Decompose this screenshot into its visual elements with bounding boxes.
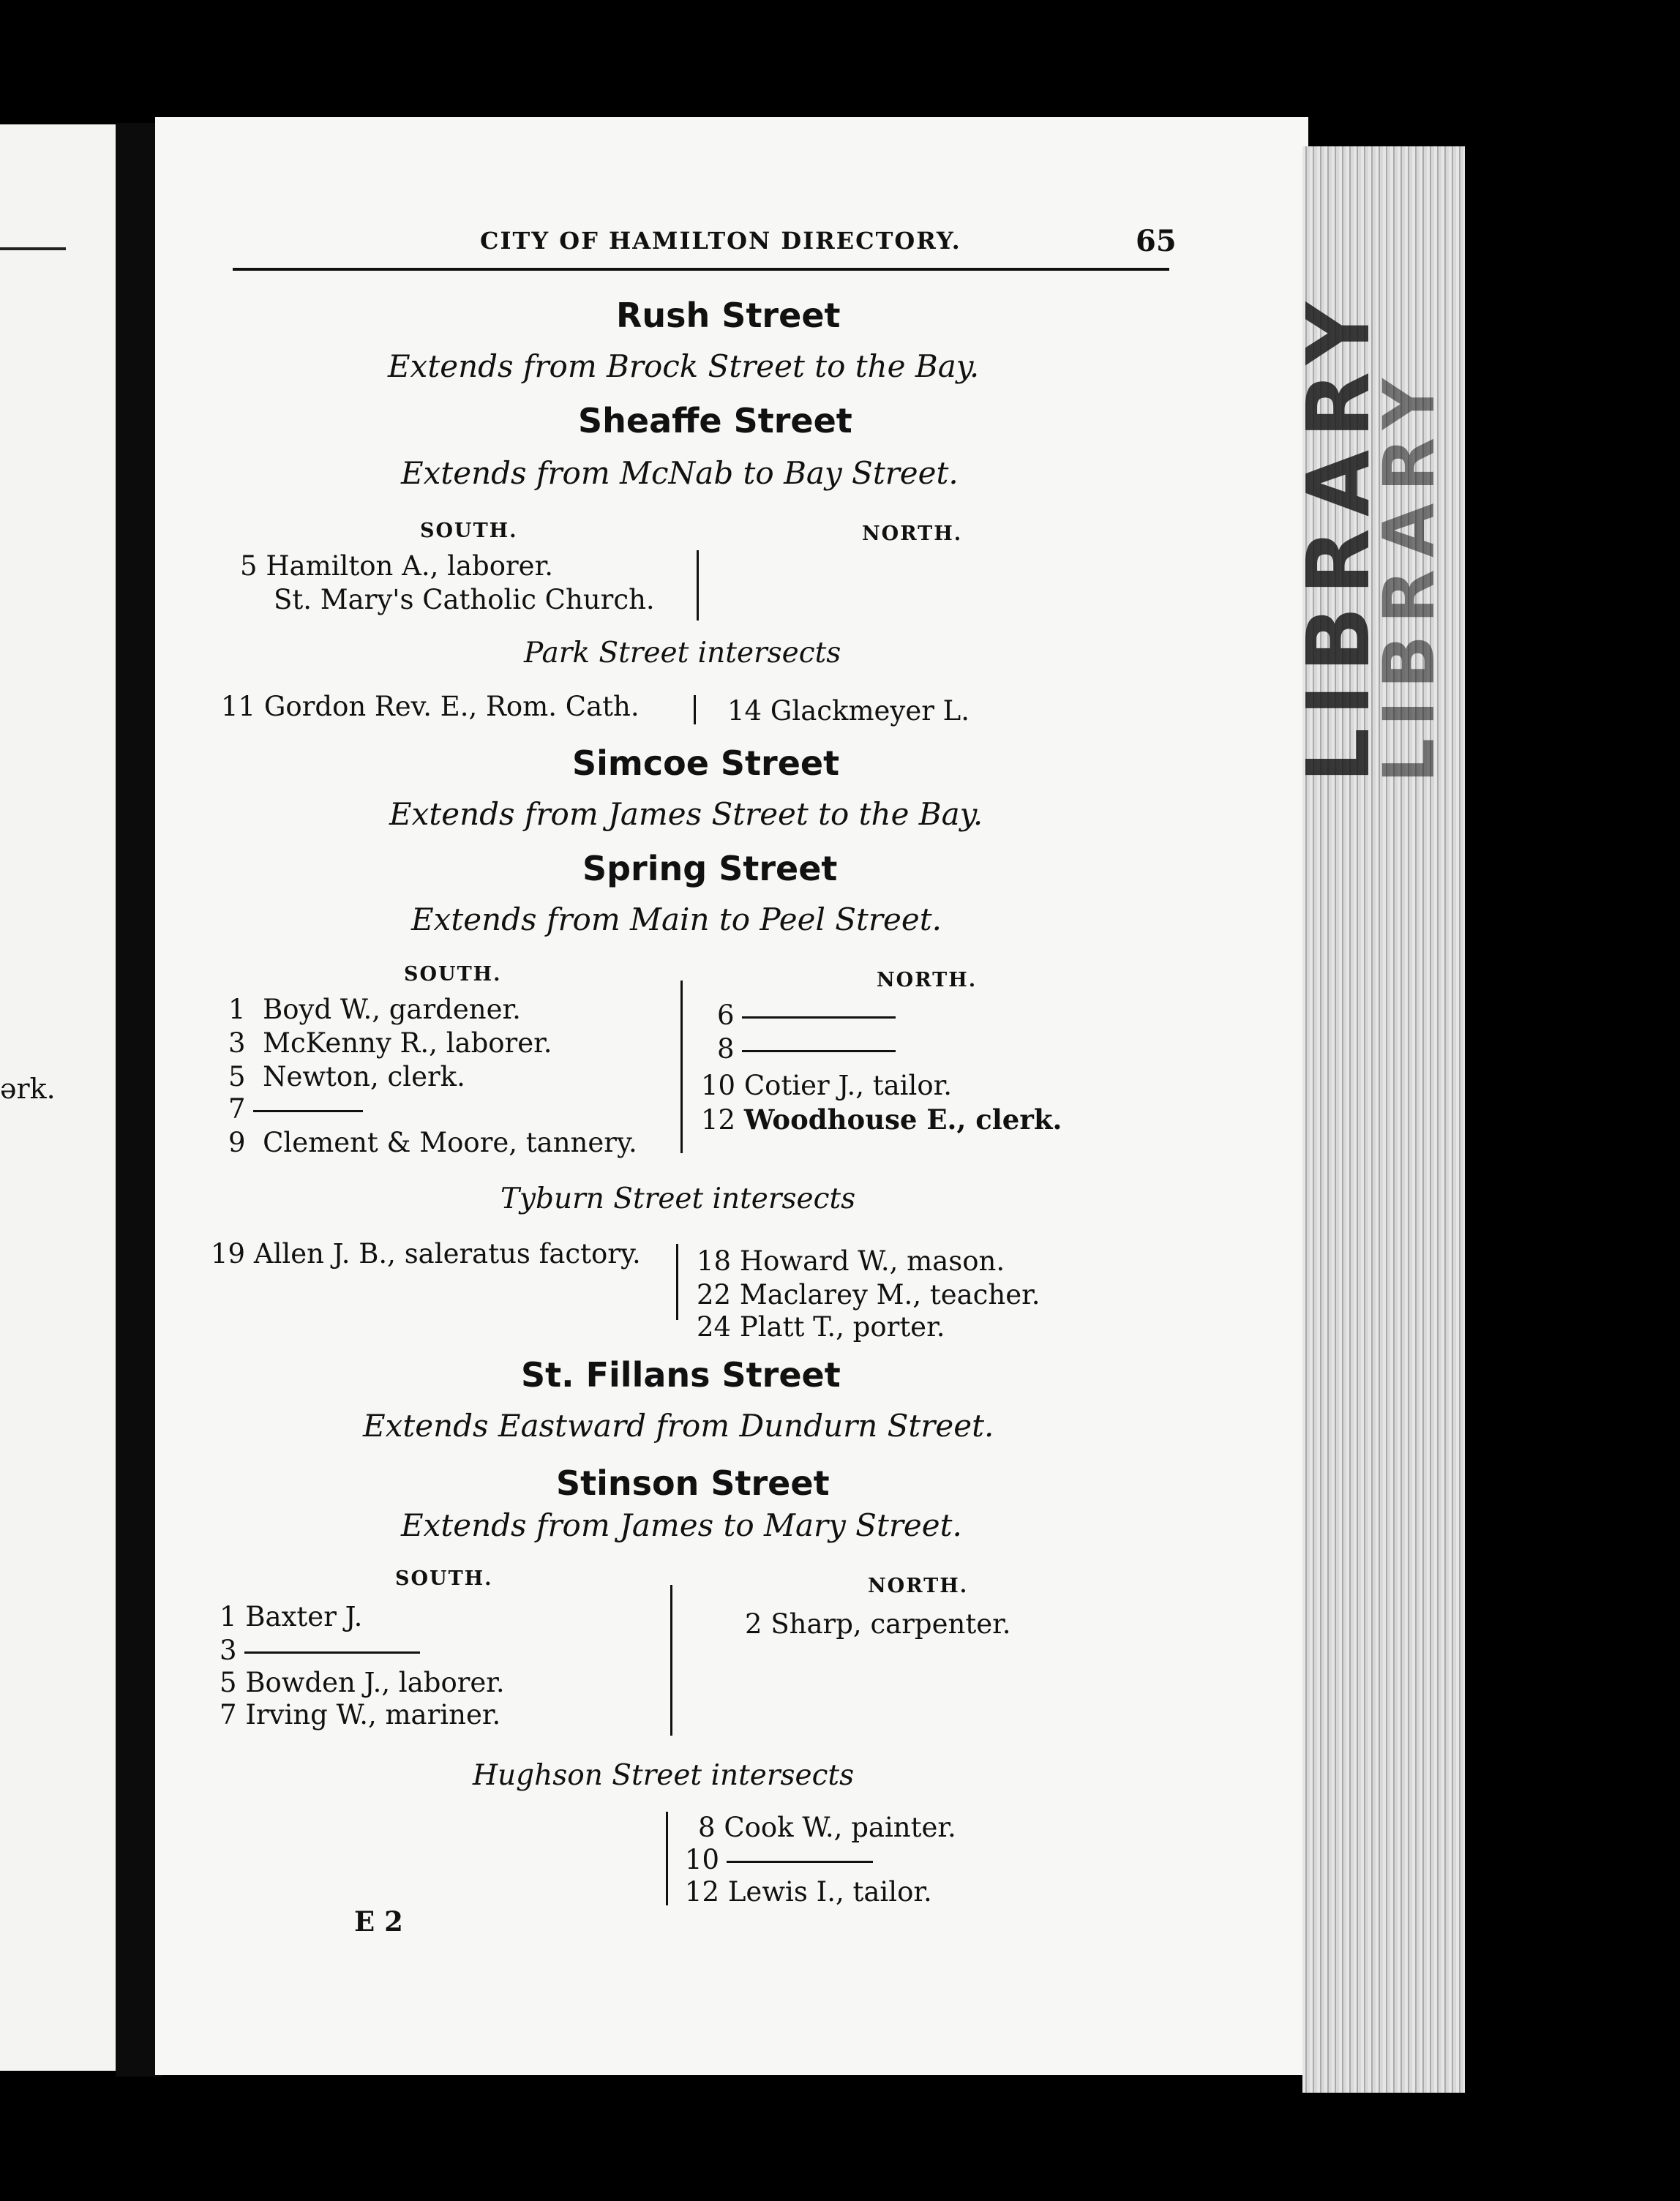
listing-entry: 22 Maclarey M., teacher.	[697, 1279, 1040, 1311]
street-name-st-fillans: St. Fillans Street	[521, 1355, 841, 1395]
listing-entry: 12 Lewis I., tailor.	[685, 1876, 932, 1908]
listing-entry-vacant: 6	[717, 1000, 896, 1031]
street-extent-stinson: Extends from James to Mary Street.	[401, 1507, 962, 1543]
column-divider	[697, 550, 699, 620]
library-stamp: LIBRARY	[1288, 290, 1389, 783]
street-name-spring: Spring Street	[582, 849, 838, 888]
listing-entry: 5 Bowden J., laborer.	[220, 1667, 505, 1698]
street-extent-st-fillans: Extends Eastward from Dundurn Street.	[363, 1408, 994, 1444]
north-label: NORTH.	[877, 969, 978, 991]
street-extent-rush: Extends from Brock Street to the Bay.	[388, 348, 980, 384]
listing-entry-vacant: 10	[685, 1844, 873, 1875]
listing-entry: 11 Gordon Rev. E., Rom. Cath.	[221, 691, 640, 722]
signature-mark: E 2	[354, 1905, 403, 1938]
intersection-note: Park Street intersects	[524, 637, 841, 670]
listing-entry: 12 Woodhouse E., clerk.	[701, 1103, 1062, 1136]
street-name-sheaffe: Sheaffe Street	[578, 401, 852, 440]
street-name-stinson: Stinson Street	[556, 1463, 830, 1503]
listing-entry: 5 Hamilton A., laborer.	[240, 550, 553, 582]
south-label: SOUTH.	[395, 1567, 493, 1590]
street-extent-sheaffe: Extends from McNab to Bay Street.	[401, 455, 959, 491]
listing-entry-vacant: 3	[220, 1635, 420, 1666]
column-divider	[666, 1812, 668, 1905]
street-extent-spring: Extends from Main to Peel Street.	[411, 901, 942, 937]
column-divider	[670, 1585, 672, 1736]
south-label: SOUTH.	[420, 520, 518, 542]
left-page-fragment	[0, 124, 116, 2071]
left-page-text: ərk.	[0, 1073, 56, 1105]
listing-entry: 2 Sharp, carpenter.	[745, 1608, 1011, 1640]
left-page-rule	[0, 247, 66, 250]
listing-entry-vacant: 7	[228, 1093, 363, 1125]
street-name-rush: Rush Street	[616, 296, 841, 335]
column-divider	[676, 1244, 678, 1320]
listing-entry: 14 Glackmeyer L.	[727, 695, 970, 727]
listing-entry: 9 Clement & Moore, tannery.	[228, 1127, 637, 1158]
listing-entry: 1 Boyd W., gardener.	[228, 994, 521, 1025]
street-name-simcoe: Simcoe Street	[572, 743, 840, 783]
listing-entry: 5 Newton, clerk.	[228, 1061, 465, 1092]
intersection-note: Hughson Street intersects	[473, 1759, 855, 1792]
listing-entry: 3 McKenny R., laborer.	[228, 1027, 552, 1059]
north-label: NORTH.	[868, 1575, 969, 1597]
street-extent-simcoe: Extends from James Street to the Bay.	[389, 796, 983, 832]
listing-entry: 24 Platt T., porter.	[697, 1311, 945, 1343]
listing-entry: 7 Irving W., mariner.	[220, 1699, 501, 1731]
intersection-note: Tyburn Street intersects	[500, 1182, 856, 1215]
running-header: CITY OF HAMILTON DIRECTORY.	[480, 227, 961, 255]
library-stamp-bleed: LIBRARY	[1368, 367, 1450, 783]
listing-entry: 18 Howard W., mason.	[697, 1245, 1005, 1277]
listing-entry: St. Mary's Catholic Church.	[274, 584, 655, 615]
listing-entry: 10 Cotier J., tailor.	[701, 1070, 952, 1101]
listing-entry: 8 Cook W., painter.	[698, 1812, 956, 1843]
header-rule	[233, 268, 1169, 271]
listing-entry-vacant: 8	[717, 1033, 896, 1065]
column-divider	[694, 695, 696, 724]
south-label: SOUTH.	[404, 963, 502, 986]
page-number: 65	[1136, 224, 1177, 258]
column-divider	[680, 980, 683, 1153]
listing-entry: 19 Allen J. B., saleratus factory.	[211, 1238, 641, 1270]
listing-entry: 1 Baxter J.	[220, 1601, 363, 1632]
north-label: NORTH.	[862, 522, 963, 545]
